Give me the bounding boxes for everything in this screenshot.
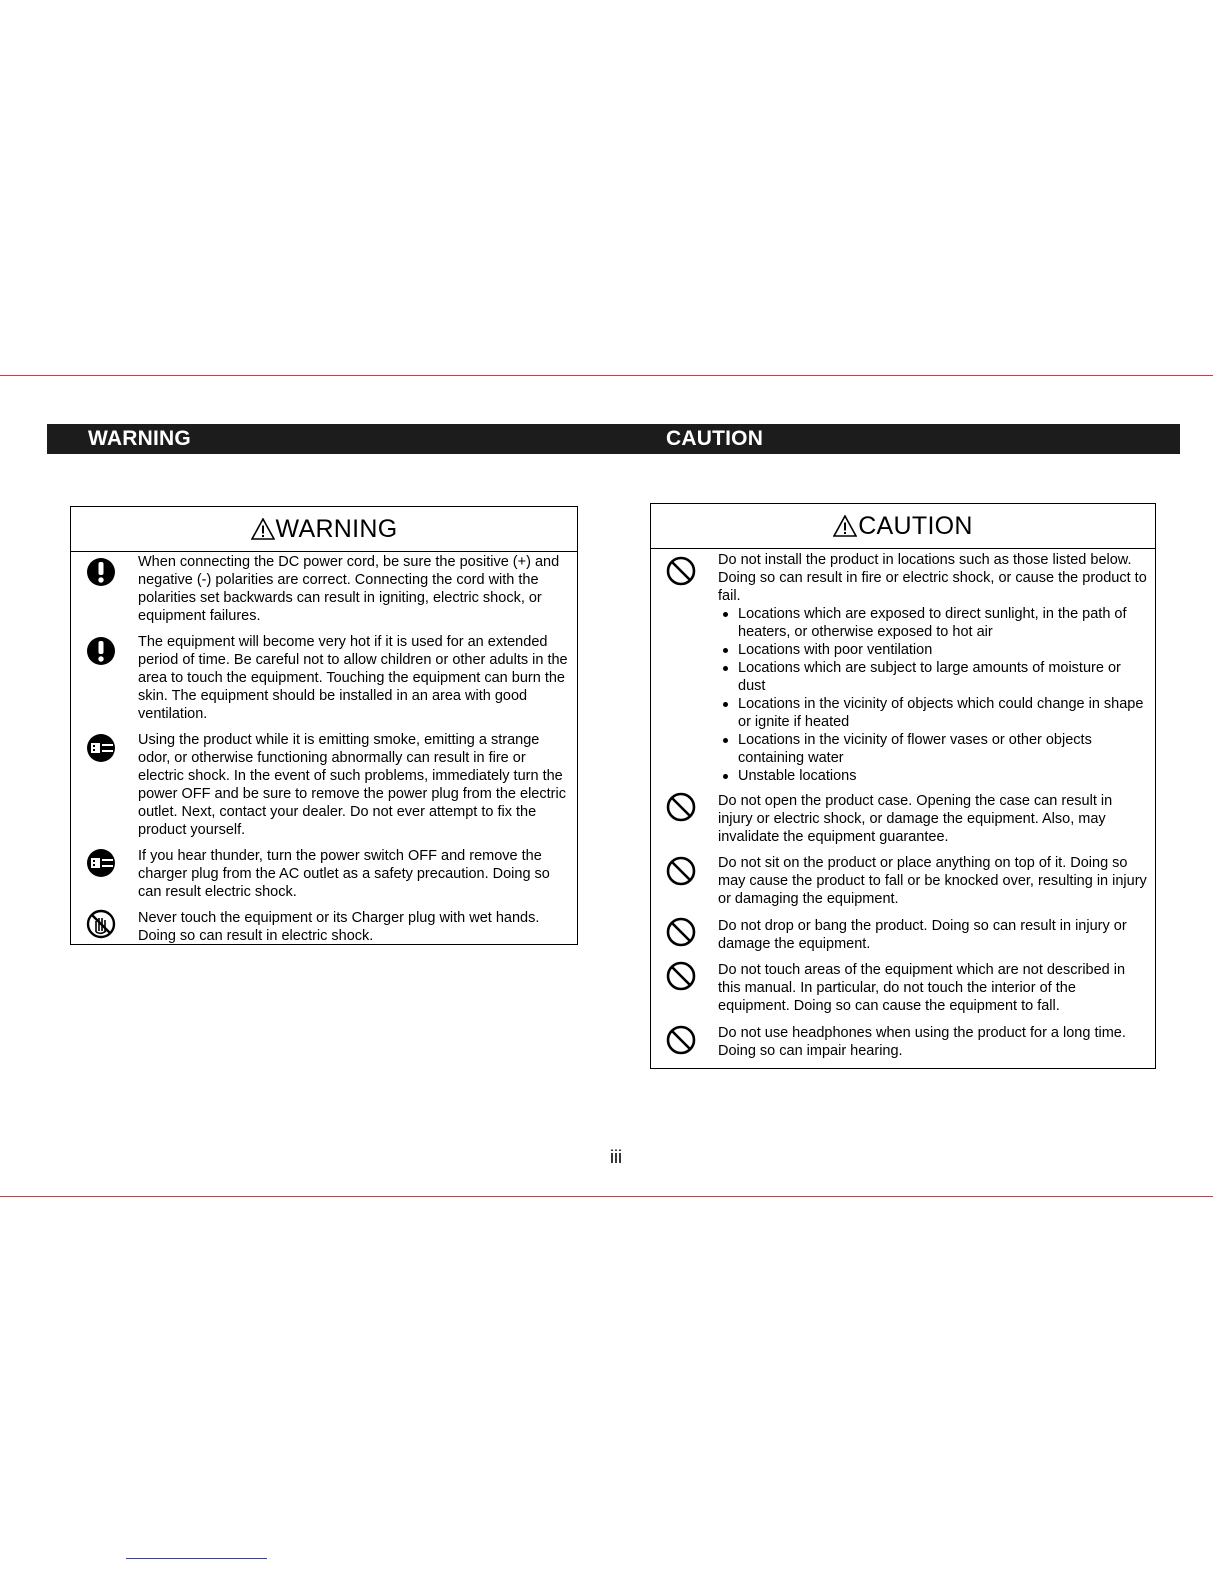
warning-item-4: If you hear thunder, turn the power switch OFF and remove the charger plug from the AC outlet as a safety precaution. Doing so can result electric shock. [138, 848, 550, 900]
list-item: Locations which are subject to large amounts of moisture or dust [738, 659, 1148, 695]
list-item: Locations in the vicinity of flower vases or other objects containing water [738, 731, 1148, 767]
caution-item-4: Do not drop or bang the product. Doing so can result in injury or damage the equipment. [718, 918, 1127, 952]
page-number: iii [610, 1147, 622, 1167]
warning-title-text: WARNING [275, 514, 398, 543]
caution-box-title [651, 504, 1155, 549]
caution-title-text: CAUTION [858, 511, 973, 540]
unplug-icon [84, 731, 118, 765]
prohibited-icon [664, 554, 698, 588]
header-caution: CAUTION [666, 427, 764, 450]
header-warning: WARNING [88, 427, 191, 450]
caution-item-5: Do not touch areas of the equipment which are not described in this manual. In particular, do not touch the interior of the equipment. Doing so can cause the equipment to fall. [718, 962, 1126, 1014]
caution-item-1 [718, 551, 1148, 785]
top-divider [0, 375, 1213, 376]
caution-item-6: Do not use headphones when using the product for a long time. Doing so can impair hearing. [718, 1025, 1126, 1059]
warning-item-5: Never touch the equipment or its Charger plug with wet hands. Doing so can result in electric shock. [138, 910, 540, 944]
warning-box [70, 506, 578, 945]
section-header-bar [47, 424, 1180, 454]
list-item: Locations which are exposed to direct sunlight, in the path of heaters, or otherwise exposed to hot air [738, 605, 1148, 641]
warning-box-title [71, 507, 577, 552]
caution-location-list [718, 605, 1148, 785]
prohibited-icon [664, 790, 698, 824]
unplug-icon [84, 846, 118, 880]
prohibited-icon [664, 1023, 698, 1057]
prohibited-icon [664, 915, 698, 949]
caution-triangle-icon [833, 515, 857, 537]
caution-box [650, 503, 1156, 1069]
caution-item-1-text: Do not install the product in locations such as those listed below. Doing so can result in fire or electric shock, or cause the product to fail. [718, 552, 1147, 604]
list-item: Locations in the vicinity of objects which could change in shape or ignite if heated [738, 695, 1148, 731]
warning-item-1: When connecting the DC power cord, be sure the positive (+) and negative (-) polarities are correct. Connecting the cord with the polarities set backwards can result in igniting, electric shock, or equipment failures. [138, 554, 560, 624]
warning-item-2: The equipment will become very hot if it is used for an extended period of time. Be careful not to allow children or other adults in the area to touch the equipment. Touching the equipment can burn the skin. The equipment should be installed in an area with good ventilation. [138, 634, 568, 722]
warning-item-3: Using the product while it is emitting smoke, emitting a strange odor, or otherwise functioning abnormally can result in fire or electric shock. In the event of such problems, immediately turn the power OFF and be sure to remove the power plug from the electric outlet. Next, contact your dealer. Do not ever attempt to fix the product yourself. [138, 732, 566, 838]
prohibited-icon [664, 959, 698, 993]
exclamation-icon [84, 634, 118, 668]
warning-triangle-icon [251, 518, 275, 540]
list-item: Locations with poor ventilation [738, 641, 1148, 659]
list-item: Unstable locations [738, 767, 1148, 785]
prohibited-icon [664, 854, 698, 888]
footnote-link-line [126, 1558, 267, 1559]
exclamation-icon [84, 555, 118, 589]
no-wet-hands-icon [84, 907, 118, 941]
caution-item-2: Do not open the product case. Opening the case can result in injury or electric shock, or damage the equipment. Also, may invalidate the equipment guarantee. [718, 793, 1113, 845]
bottom-divider [0, 1196, 1213, 1197]
caution-item-3: Do not sit on the product or place anything on top of it. Doing so may cause the product to fall or be knocked over, resulting in injury or damaging the equipment. [718, 855, 1147, 907]
